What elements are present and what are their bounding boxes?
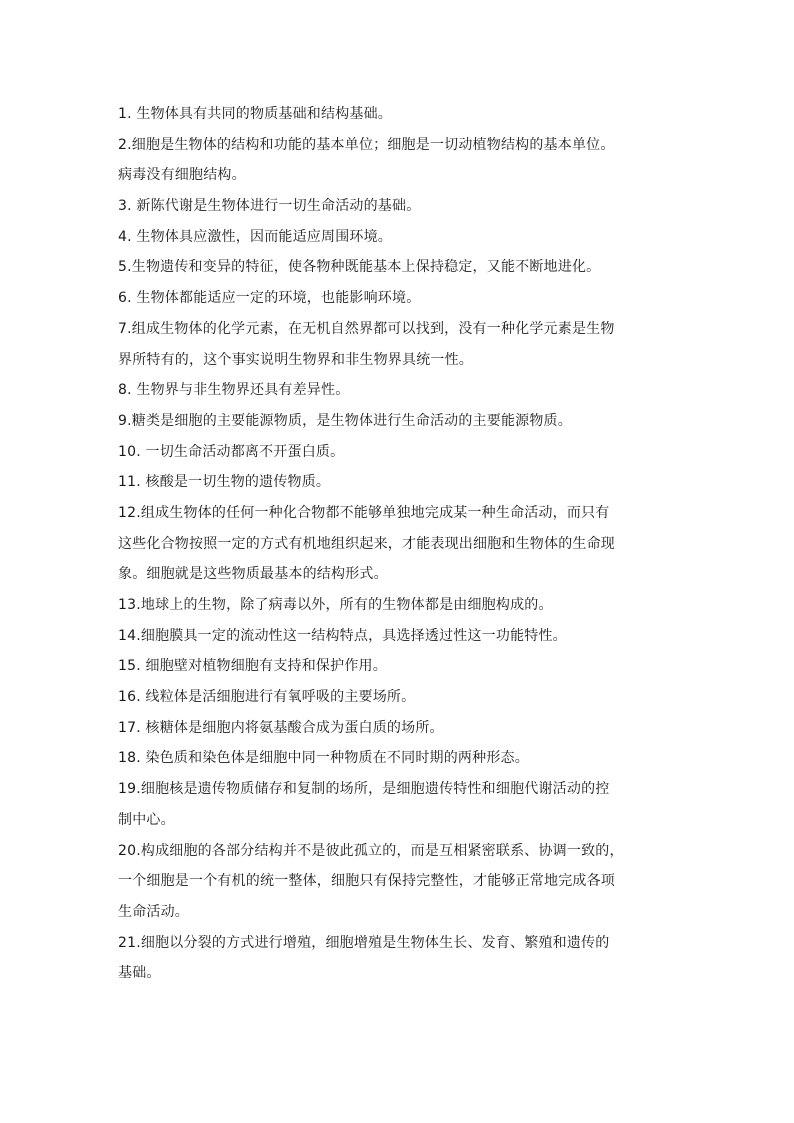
text-line-11: 9.糖类是细胞的主要能源物质，是生物体进行生命活动的主要能源物质。 [118,412,572,429]
text-line-22: 18. 染色质和染色体是细胞中同一种物质在不同时期的两种形态。 [118,750,529,767]
text-line-6: 5.生物遗传和变异的特征，使各物种既能基本上保持稳定，又能不断地进化。 [118,259,601,276]
text-line-4: 3. 新陈代谢是生物体进行一切生命活动的基础。 [118,198,421,215]
text-line-13: 11. 核酸是一切生物的遗传物质。 [118,474,331,491]
text-line-1: 1. 生物体具有共同的物质基础和结构基础。 [118,106,393,122]
document-body [118,99,688,989]
text-line-17: 13.地球上的生物，除了病毒以外，所有的生物体都是由细胞构成的。 [118,597,553,613]
text-line-29: 基础。 [118,965,161,982]
text-line-25: 20.构成细胞的各部分结构并不是彼此孤立的，而是互相紧密联系、协调一致的， [118,842,624,859]
text-line-10: 8. 生物界与非生物界还具有差异性。 [118,382,350,399]
text-line-16: 象。细胞就是这些物质最基本的结构形式。 [118,566,388,583]
text-line-9: 界所特有的，这个事实说明生物界和非生物界具统一性。 [118,351,473,368]
text-line-24: 制中心。 [118,811,175,828]
text-line-28: 21.细胞以分裂的方式进行增殖，细胞增殖是生物体生长、发育、繁殖和遗传的 [118,934,610,951]
text-line-14: 12.组成生物体的任何一种化合物都不能够单独地完成某一种生命活动，而只有 [118,504,610,521]
text-line-23: 19.细胞核是遗传物质储存和复制的场所，是细胞遗传特性和细胞代谢活动的控 [118,781,610,798]
text-line-27: 生命活动。 [118,903,189,920]
text-line-2: 2.细胞是生物体的结构和功能的基本单位；细胞是一切动植物结构的基本单位。 [118,136,615,153]
text-line-5: 4. 生物体具应激性，因而能适应周围环境。 [118,228,393,245]
text-line-20: 16. 线粒体是活细胞进行有氧呼吸的主要场所。 [118,689,416,706]
text-line-12: 10. 一切生命活动都离不开蛋白质。 [118,443,345,460]
text-line-19: 15. 细胞壁对植物细胞有支持和保护作用。 [118,658,387,675]
text-line-8: 7.组成生物体的化学元素，在无机自然界都可以找到，没有一种化学元素是生物 [118,320,615,337]
text-line-3: 病毒没有细胞结构。 [118,167,246,184]
text-line-26: 一个细胞是一个有机的统一整体，细胞只有保持完整性，才能够正常地完成各项 [118,873,615,890]
text-line-7: 6. 生物体都能适应一定的环境，也能影响环境。 [118,290,421,307]
text-line-21: 17. 核糖体是细胞内将氨基酸合成为蛋白质的场所。 [118,719,444,736]
text-line-18: 14.细胞膜具一定的流动性这一结构特点，具选择透过性这一功能特性。 [118,627,567,644]
text-line-15: 这些化合物按照一定的方式有机地组织起来，才能表现出细胞和生物体的生命现 [118,535,615,552]
